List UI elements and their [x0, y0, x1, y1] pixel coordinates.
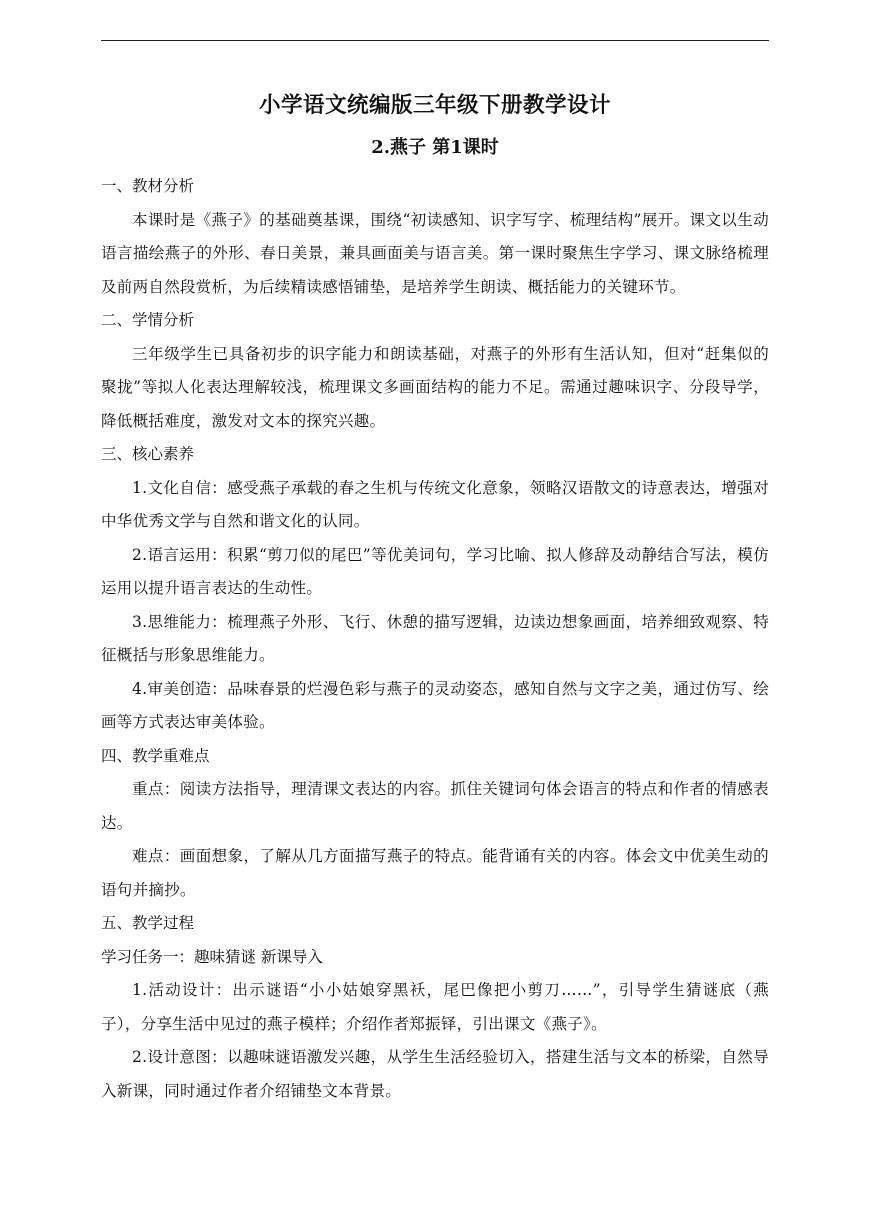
body-paragraph: 重点：阅读方法指导，理清课文表达的内容。抓住关键词句体会语言的特点和作者的情感表达。: [101, 780, 769, 832]
document-body: [101, 84, 769, 1108]
body-paragraph: 难点：画面想象，了解从几方面描写燕子的特点。能背诵有关的内容。体会文中优美生动的语句并摘抄。: [101, 847, 769, 899]
header-rule: [101, 40, 769, 41]
body-paragraph: 2.语言运用：积累“剪刀似的尾巴”等优美词句，学习比喻、拟人修辞及动静结合写法，模仿运用以提升语言表达的生动性。: [101, 545, 769, 597]
body-paragraph: 3.思维能力：梳理燕子外形、飞行、休憩的描写逻辑，边读边想象画面，培养细致观察、特征概括与形象思维能力。: [101, 612, 769, 664]
task-heading: 学习任务一：趣味猜谜 新课导入: [101, 947, 323, 966]
section-heading: 四、教学重难点: [101, 746, 210, 765]
body-paragraph: 三年级学生已具备初步的识字能力和朗读基础，对燕子的外形有生活认知，但对“赶集似的聚拢”等拟人化表达理解较浅，梳理课文多画面结构的能力不足。需通过趣味识字、分段导学，降低概括难度，激发对文本的探究兴趣。: [101, 344, 769, 430]
section-heading: 五、教学过程: [101, 914, 195, 932]
section-heading: 一、教材分析: [101, 177, 195, 195]
section-heading: 二、学情分析: [101, 311, 195, 329]
body-paragraph: 1.文化自信：感受燕子承载的春之生机与传统文化意象，领略汉语散文的诗意表达，增强对中华优秀文学与自然和谐文化的认同。: [101, 478, 769, 530]
body-paragraph: 本课时是《燕子》的基础奠基课，围绕“初读感知、识字写字、梳理结构”展开。课文以生动语言描绘燕子的外形、春日美景，兼具画面美与语言美。第一课时聚焦生字学习、课文脉络梳理及前两自然段赏析，为后续精读感悟铺垫，是培养学生朗读、概括能力的关键环节。: [101, 210, 769, 296]
body-paragraph: 1.活动设计：出示谜语“小小姑娘穿黑袄，尾巴像把小剪刀……”，引导学生猜谜底（燕子），分享生活中见过的燕子模样；介绍作者郑振铎，引出课文《燕子》。: [101, 981, 769, 1033]
section-heading: 三、核心素养: [101, 445, 195, 463]
page-title: 小学语文统编版三年级下册教学设计: [258, 93, 611, 118]
body-paragraph: 2.设计意图：以趣味谜语激发兴趣，从学生生活经验切入，搭建生活与文本的桥梁，自然导入新课，同时通过作者介绍铺垫文本背景。: [101, 1048, 769, 1100]
body-paragraph: 4.审美创造：品味春景的烂漫色彩与燕子的灵动姿态，感知自然与文字之美，通过仿写、绘画等方式表达审美体验。: [101, 679, 769, 731]
lesson-subtitle: 2.燕子 第1课时: [371, 137, 499, 158]
